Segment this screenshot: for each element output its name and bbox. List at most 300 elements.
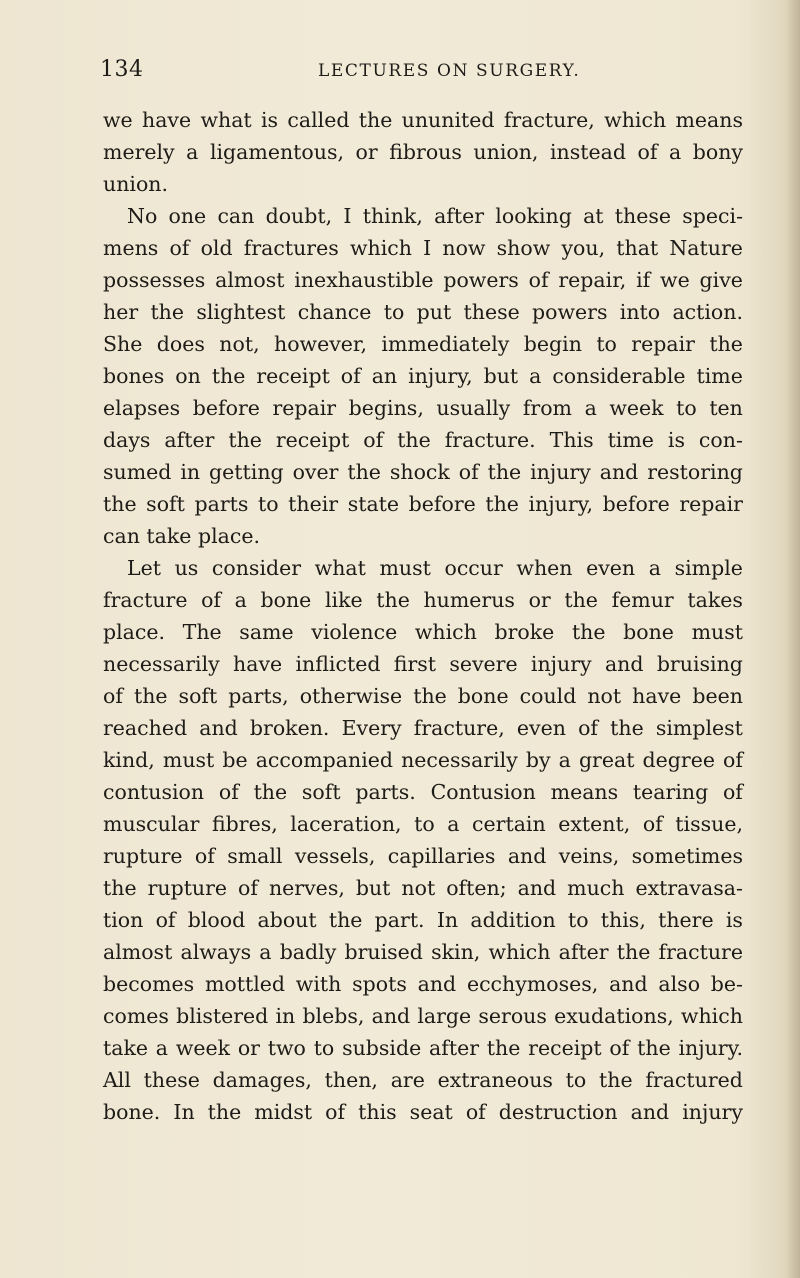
word: comes <box>103 1004 169 1028</box>
word: a <box>234 588 247 612</box>
word: the <box>207 1100 242 1124</box>
word: like <box>324 588 363 612</box>
word: sometimes <box>631 844 743 868</box>
word: a <box>558 748 571 772</box>
word: to <box>567 908 589 932</box>
word: broke <box>494 620 555 644</box>
word: the <box>228 428 262 452</box>
word: the <box>397 428 431 452</box>
word: reached <box>103 716 188 740</box>
word: possesses <box>103 268 206 292</box>
word: called <box>287 108 350 132</box>
word: of <box>169 236 190 260</box>
word: a <box>186 140 199 164</box>
text-line <box>103 648 743 680</box>
word: simplest <box>655 716 743 740</box>
word: of <box>103 684 123 708</box>
word: could <box>519 684 577 708</box>
word: con- <box>698 428 743 452</box>
word: exudations, <box>554 1004 674 1028</box>
word: necessarily <box>401 748 518 772</box>
word: same <box>239 620 294 644</box>
text-line <box>103 456 743 488</box>
word: simple <box>674 556 743 580</box>
word: week <box>175 1036 231 1060</box>
word: have <box>142 108 192 132</box>
word: blood <box>187 908 246 932</box>
word: a <box>529 364 542 388</box>
word: week <box>609 396 664 420</box>
word: bones <box>103 364 165 388</box>
text-line <box>103 264 743 296</box>
word: of <box>458 460 479 484</box>
word: I <box>343 204 352 228</box>
word: the <box>103 876 137 900</box>
word: have <box>233 652 283 676</box>
word: injury, <box>408 364 473 388</box>
word: almost <box>215 268 285 292</box>
text-line <box>103 776 743 808</box>
text-line <box>103 136 743 168</box>
word: the <box>486 1036 521 1060</box>
word: soft <box>301 780 341 804</box>
word: tissue, <box>675 812 743 836</box>
word: their <box>288 492 339 516</box>
word: chance <box>297 300 372 324</box>
word: the <box>709 332 743 356</box>
text-line <box>103 296 743 328</box>
word: from <box>522 396 572 420</box>
word: ligamentous, <box>209 140 344 164</box>
word: inexhaustible <box>294 268 434 292</box>
word: broken. <box>249 716 330 740</box>
word: Contusion <box>430 780 536 804</box>
word: In <box>436 908 459 932</box>
word: place. <box>103 620 166 644</box>
word: of <box>201 588 222 612</box>
word: extravasa- <box>635 876 743 900</box>
word: take <box>103 1036 149 1060</box>
word: which <box>604 108 667 132</box>
word: after <box>434 204 485 228</box>
running-head: LECTURES ON SURGERY. <box>318 61 581 81</box>
text-line: can take place. <box>103 524 260 548</box>
word: almost <box>103 940 173 964</box>
word: getting <box>209 460 284 484</box>
word: of <box>218 780 239 804</box>
word: be <box>222 748 248 772</box>
word: She <box>103 332 143 356</box>
word: time <box>607 428 654 452</box>
word: and <box>507 844 547 868</box>
word: destruction <box>498 1100 618 1124</box>
text-line <box>103 200 743 232</box>
word: think, <box>362 204 423 228</box>
word: immediately <box>381 332 510 356</box>
word: repair <box>272 396 337 420</box>
word: we <box>660 268 690 292</box>
word: days <box>103 428 151 452</box>
word: a <box>447 812 460 836</box>
word: which <box>414 620 477 644</box>
word: but <box>355 876 391 900</box>
word: skin, <box>431 940 481 964</box>
word: us <box>174 556 199 580</box>
word: fractures <box>243 236 339 260</box>
word: her <box>103 300 139 324</box>
word: state <box>347 492 400 516</box>
word: damages, <box>212 1068 312 1092</box>
word: bony <box>692 140 743 164</box>
word: always <box>180 940 252 964</box>
word: Every <box>341 716 402 740</box>
text-line <box>103 1032 743 1064</box>
word: Nature <box>669 236 743 260</box>
word: time <box>696 364 743 388</box>
word: must <box>691 620 743 644</box>
word: fracture <box>103 588 188 612</box>
word: what <box>314 556 366 580</box>
word: even <box>586 556 636 580</box>
text-line: union. <box>103 172 169 196</box>
word: merely <box>103 140 175 164</box>
page-edge-shadow <box>786 0 800 1278</box>
word: action. <box>672 300 743 324</box>
word: usually <box>436 396 511 420</box>
word: have <box>632 684 682 708</box>
word: serous <box>478 1004 547 1028</box>
word: large <box>417 1004 472 1028</box>
word: parts, <box>228 684 289 708</box>
word: the <box>637 1036 671 1060</box>
word: after <box>164 428 215 452</box>
word: spots <box>352 972 407 996</box>
word: midst <box>254 1100 313 1124</box>
word: means <box>675 108 743 132</box>
word: before <box>602 492 670 516</box>
text-line <box>103 808 743 840</box>
word: fibres, <box>211 812 278 836</box>
text-line <box>103 1064 743 1096</box>
word: also <box>658 972 701 996</box>
word: often; <box>446 876 507 900</box>
word: otherwise <box>299 684 403 708</box>
word: laceration, <box>290 812 402 836</box>
word: and <box>630 1100 670 1124</box>
word: No <box>127 204 158 228</box>
word: mens <box>103 236 159 260</box>
word: the <box>328 908 363 932</box>
word: you, <box>561 236 606 260</box>
word: Let <box>127 556 161 580</box>
word: nerves, <box>268 876 345 900</box>
word: blebs, <box>302 1004 365 1028</box>
text-line <box>103 392 743 424</box>
word: the <box>564 588 598 612</box>
word: great <box>578 748 635 772</box>
word: seat <box>409 1100 453 1124</box>
word: before <box>408 492 476 516</box>
word: to <box>257 492 279 516</box>
word: in <box>275 1004 296 1028</box>
word: and <box>199 716 238 740</box>
word: of <box>722 780 743 804</box>
word: veins, <box>558 844 620 868</box>
word: of <box>578 716 598 740</box>
word: humerus <box>423 588 515 612</box>
word: occur <box>444 556 503 580</box>
word: fracture, <box>413 716 505 740</box>
word: that <box>616 236 659 260</box>
word: give <box>699 268 743 292</box>
word: fractured <box>645 1068 743 1092</box>
word: elapses <box>103 396 181 420</box>
word: then, <box>324 1068 378 1092</box>
word: accompanied <box>255 748 394 772</box>
word: of <box>642 812 663 836</box>
text-line <box>103 712 743 744</box>
word: of <box>723 748 743 772</box>
word: to <box>313 1036 335 1060</box>
word: bone. <box>103 1100 161 1124</box>
word: of <box>637 140 658 164</box>
word: begin <box>523 332 582 356</box>
word: or <box>237 1036 260 1060</box>
word: parts. <box>355 780 416 804</box>
word: begins, <box>348 396 424 420</box>
word: the <box>211 364 246 388</box>
word: over <box>292 460 339 484</box>
word: before <box>192 396 260 420</box>
word: what <box>200 108 252 132</box>
word: we <box>103 108 133 132</box>
word: fracture, <box>503 108 595 132</box>
word: the <box>150 300 185 324</box>
word: to <box>676 396 697 420</box>
word: with <box>295 972 342 996</box>
word: small <box>227 844 283 868</box>
word: soft <box>178 684 218 708</box>
word: the <box>133 684 168 708</box>
word: the <box>610 716 644 740</box>
word: considerable <box>552 364 686 388</box>
word: soft <box>146 492 185 516</box>
word: about <box>257 908 317 932</box>
word: a <box>259 940 272 964</box>
word: speci- <box>682 204 743 228</box>
word: on <box>175 364 201 388</box>
word: capillaries <box>387 844 496 868</box>
word: powers <box>443 268 519 292</box>
word: the <box>103 492 137 516</box>
word: to <box>414 812 435 836</box>
word: kind, <box>103 748 155 772</box>
word: muscular <box>103 812 200 836</box>
word: consider <box>211 556 302 580</box>
word: and <box>609 972 648 996</box>
word: doubt, <box>265 204 333 228</box>
word: these <box>463 300 520 324</box>
word: the <box>413 684 447 708</box>
word: of <box>238 876 258 900</box>
word: severe <box>449 652 518 676</box>
word: however, <box>274 332 368 356</box>
word: injury <box>530 652 592 676</box>
word: after <box>558 940 609 964</box>
word: ten <box>709 396 743 420</box>
word: a <box>155 1036 169 1060</box>
word: which <box>349 236 412 260</box>
word: must <box>379 556 431 580</box>
word: fibrous <box>389 140 462 164</box>
word: must <box>162 748 215 772</box>
word: but <box>483 364 519 388</box>
word: becomes <box>103 972 195 996</box>
word: of <box>363 428 384 452</box>
word: the <box>358 108 393 132</box>
text-line <box>103 424 743 456</box>
word: sumed <box>103 460 172 484</box>
word: now <box>442 236 486 260</box>
word: and <box>371 1004 411 1028</box>
word: means <box>550 780 619 804</box>
word: these <box>143 1068 200 1092</box>
word: the <box>571 620 606 644</box>
word: to <box>565 1068 587 1092</box>
word: two <box>267 1036 306 1060</box>
word: I <box>423 236 432 260</box>
word: this, <box>600 908 646 932</box>
text-line <box>103 840 743 872</box>
word: In <box>173 1100 195 1124</box>
word: rupture <box>103 844 183 868</box>
word: and <box>417 972 457 996</box>
word: of <box>609 1036 630 1060</box>
word: bone <box>623 620 674 644</box>
word: receipt <box>256 364 330 388</box>
word: parts <box>194 492 249 516</box>
word: show <box>496 236 551 260</box>
word: these <box>614 204 672 228</box>
word: the <box>347 460 381 484</box>
word: repair <box>631 332 695 356</box>
word: bone <box>457 684 509 708</box>
word: after <box>429 1036 480 1060</box>
word: extent, <box>558 812 631 836</box>
word: blistered <box>176 1004 269 1028</box>
word: which <box>680 1004 743 1028</box>
word: been <box>692 684 743 708</box>
word: at <box>583 204 604 228</box>
word: a <box>668 140 682 164</box>
word: of <box>465 1100 486 1124</box>
word: injury <box>682 1100 743 1124</box>
word: put <box>416 300 452 324</box>
word: vessels, <box>294 844 376 868</box>
word: this <box>358 1100 397 1124</box>
text-line <box>103 872 743 904</box>
text-line <box>103 584 743 616</box>
text-line <box>103 360 743 392</box>
word: and <box>599 460 639 484</box>
word: tearing <box>632 780 709 804</box>
text-line <box>103 1096 743 1128</box>
word: there <box>658 908 714 932</box>
word: union, <box>473 140 539 164</box>
text-line <box>103 616 743 648</box>
word: restoring <box>647 460 743 484</box>
word: to <box>383 300 405 324</box>
text-line <box>103 232 743 264</box>
word: can <box>217 204 255 228</box>
word: necessarily <box>103 652 220 676</box>
word: bone <box>260 588 312 612</box>
word: bruised <box>344 940 423 964</box>
word: looking <box>495 204 572 228</box>
page-number: 134 <box>100 57 144 82</box>
text-line <box>103 936 743 968</box>
word: instead <box>549 140 626 164</box>
word: All <box>103 1068 131 1092</box>
word: the <box>487 460 522 484</box>
word: ecchymoses, <box>466 972 599 996</box>
word: the <box>376 588 410 612</box>
word: and <box>517 876 557 900</box>
text-line <box>103 968 743 1000</box>
word: does <box>156 332 205 356</box>
word: is <box>260 108 279 132</box>
word: of <box>325 1100 346 1124</box>
word: part. <box>374 908 425 932</box>
text-line <box>103 904 743 936</box>
word: not, <box>219 332 260 356</box>
word: femur <box>611 588 674 612</box>
word: one <box>168 204 207 228</box>
word: of <box>528 268 549 292</box>
text-line <box>103 680 743 712</box>
word: contusion <box>103 780 205 804</box>
word: an <box>371 364 398 388</box>
body-text <box>103 104 743 1128</box>
word: This <box>549 428 594 452</box>
word: bruising <box>656 652 743 676</box>
word: degree <box>642 748 715 772</box>
text-line <box>103 552 743 584</box>
word: even <box>516 716 566 740</box>
word: repair, <box>558 268 627 292</box>
word: the <box>599 1068 633 1092</box>
word: or <box>355 140 378 164</box>
word: injury, <box>528 492 594 516</box>
word: inflicted <box>295 652 381 676</box>
word: of <box>340 364 361 388</box>
word: not <box>401 876 436 900</box>
word: first <box>393 652 436 676</box>
word: much <box>567 876 625 900</box>
word: or <box>528 588 551 612</box>
word: ununited <box>401 108 495 132</box>
word: badly <box>279 940 337 964</box>
text-line <box>103 488 743 520</box>
word: a <box>584 396 597 420</box>
word: injury. <box>678 1036 743 1060</box>
text-line <box>103 104 743 136</box>
word: of <box>155 908 176 932</box>
word: is <box>667 428 685 452</box>
word: receipt <box>528 1036 602 1060</box>
word: extraneous <box>437 1068 553 1092</box>
word: the <box>485 492 519 516</box>
